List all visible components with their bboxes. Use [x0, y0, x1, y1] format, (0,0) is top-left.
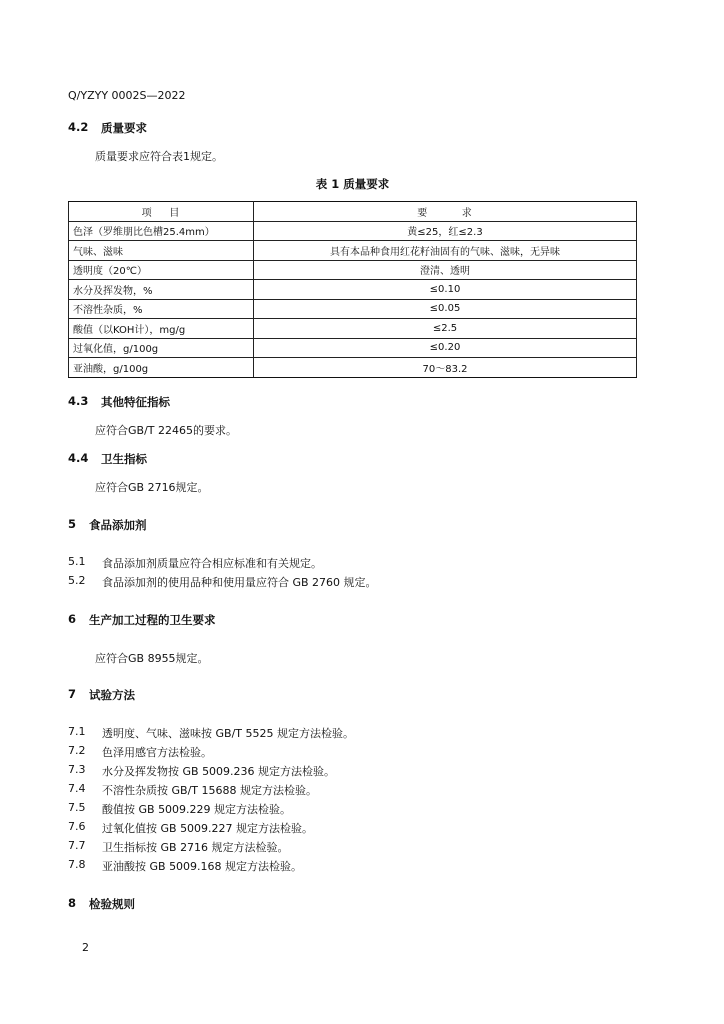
- section-4-2-number: 4.2: [68, 120, 89, 134]
- table-header-requirement: 要 求: [254, 202, 637, 222]
- row-item: 酸值（以KOH计），mg/g: [69, 319, 254, 339]
- section-4-4-title: 卫生指标: [101, 452, 147, 466]
- row-requirement: 澄清、透明: [254, 260, 637, 280]
- section-6-text: 应符合GB 8955规定。: [95, 652, 209, 665]
- standard-code: Q/YZYY 0002S—2022: [68, 89, 186, 102]
- row-requirement: 黄≤25，红≤2.3: [254, 221, 637, 241]
- clause-number: 5.2: [68, 574, 86, 587]
- clause-number: 7.6: [68, 820, 86, 833]
- table-row: [69, 299, 637, 319]
- row-requirement: ≤0.20: [254, 338, 637, 358]
- section-7-title: 试验方法: [89, 688, 135, 702]
- clause-number: 7.3: [68, 763, 86, 776]
- section-5-title: 食品添加剂: [89, 518, 147, 532]
- table-row: [69, 221, 637, 241]
- section-6-title: 生产加工过程的卫生要求: [89, 613, 216, 627]
- clause-text: 过氧化值按 GB 5009.227 规定方法检验。: [102, 822, 314, 835]
- section-8-title: 检验规则: [89, 897, 135, 911]
- section-4-2-title: 质量要求: [101, 121, 147, 135]
- row-requirement: ≤0.05: [254, 299, 637, 319]
- row-item: 透明度（20℃）: [69, 260, 254, 280]
- section-6-number: 6: [68, 612, 77, 626]
- clause-text: 亚油酸按 GB 5009.168 规定方法检验。: [102, 860, 303, 873]
- table-row: [69, 280, 637, 300]
- table-row: [69, 358, 637, 378]
- clause-text: 不溶性杂质按 GB/T 15688 规定方法检验。: [102, 784, 317, 797]
- section-4-2-text: 质量要求应符合表1规定。: [95, 150, 223, 163]
- section-4-4-number: 4.4: [68, 451, 89, 465]
- clause-text: 食品添加剂的使用品种和使用量应符合 GB 2760 规定。: [102, 576, 377, 589]
- section-4-3-title: 其他特征指标: [101, 395, 170, 409]
- clause-number: 7.7: [68, 839, 86, 852]
- clause-number: 7.2: [68, 744, 86, 757]
- table-header-row: [69, 202, 637, 222]
- section-4-3-text: 应符合GB/T 22465的要求。: [95, 424, 237, 437]
- table-row: [69, 241, 637, 261]
- section-5-number: 5: [68, 517, 77, 531]
- clause-number: 7.4: [68, 782, 86, 795]
- section-8-number: 8: [68, 896, 77, 910]
- row-item: 亚油酸，g/100g: [69, 358, 254, 378]
- row-requirement: ≤0.10: [254, 280, 637, 300]
- clause-number: 7.1: [68, 725, 86, 738]
- section-7-number: 7: [68, 687, 77, 701]
- clause-number: 7.5: [68, 801, 86, 814]
- section-4-3-number: 4.3: [68, 394, 89, 408]
- clause-text: 色泽用感官方法检验。: [102, 746, 212, 759]
- row-item: 色泽（罗维朋比色槽25.4mm）: [69, 221, 254, 241]
- clause-text: 卫生指标按 GB 2716 规定方法检验。: [102, 841, 289, 854]
- row-requirement: 70～83.2: [254, 358, 637, 378]
- clause-number: 5.1: [68, 555, 86, 568]
- quality-requirements-table: [68, 201, 637, 378]
- clause-text: 酸值按 GB 5009.229 规定方法检验。: [102, 803, 292, 816]
- clause-text: 食品添加剂质量应符合相应标准和有关规定。: [102, 557, 322, 570]
- row-requirement: 具有本品种食用红花籽油固有的气味、滋味，无异味: [254, 241, 637, 261]
- row-item: 不溶性杂质，%: [69, 299, 254, 319]
- page-number: 2: [82, 941, 89, 954]
- row-requirement: ≤2.5: [254, 319, 637, 339]
- row-item: 气味、滋味: [69, 241, 254, 261]
- table-header-item: 项 目: [69, 202, 254, 222]
- table-row: [69, 338, 637, 358]
- clause-number: 7.8: [68, 858, 86, 871]
- table-row: [69, 319, 637, 339]
- row-item: 水分及挥发物，%: [69, 280, 254, 300]
- table-row: [69, 260, 637, 280]
- clause-text: 透明度、气味、滋味按 GB/T 5525 规定方法检验。: [102, 727, 354, 740]
- table-caption: 表 1 质量要求: [315, 177, 390, 191]
- clause-text: 水分及挥发物按 GB 5009.236 规定方法检验。: [102, 765, 336, 778]
- row-item: 过氧化值，g/100g: [69, 338, 254, 358]
- section-4-4-text: 应符合GB 2716规定。: [95, 481, 209, 494]
